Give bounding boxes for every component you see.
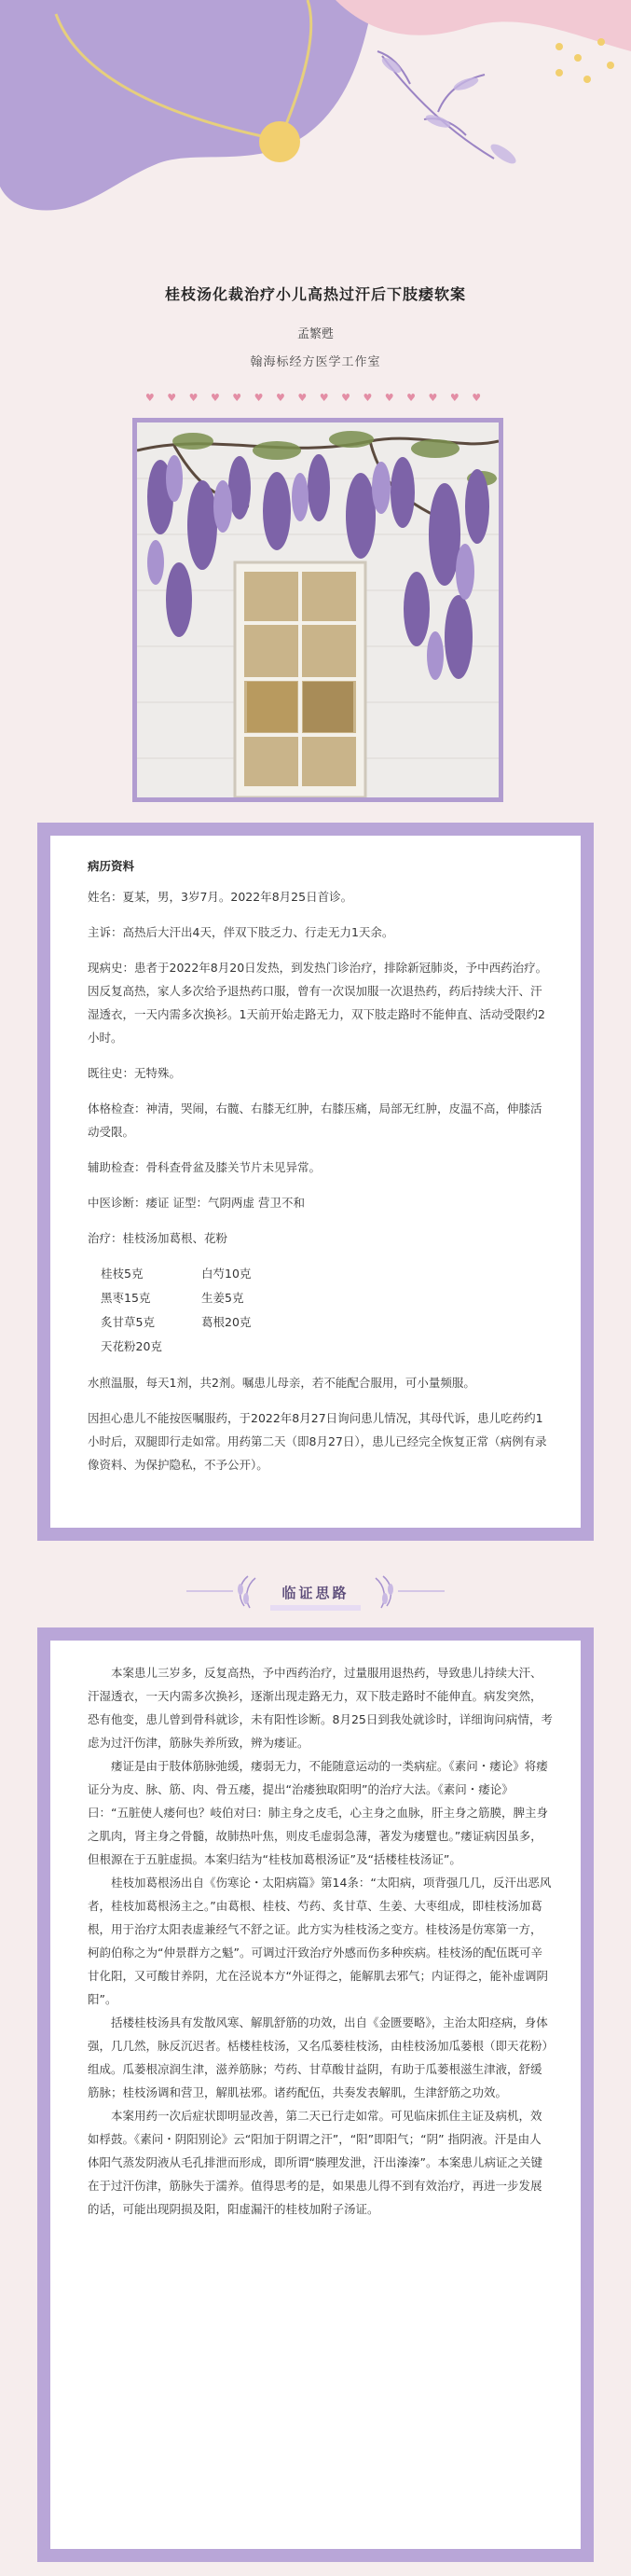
reasoning-paragraph: 痿证是由于肢体筋脉弛缓，痿弱无力，不能随意运动的一类病症。《素问・痿论》将痿证分为皮、脉、筋、肉、骨五痿，提出“治痿独取阳明”的治疗大法。《素问・痿论》曰：“五脏使人痿何也？岐伯对曰：肺主身之皮毛，心主身之血脉，肝主身之筋膜，脾主身之肌肉，肾主身之骨髓，故肺热叶焦，则皮毛虚弱急薄，著发为痿躄也。”痿证病因虽多，但根源在于五脏虚损。本案归结为“桂枝加葛根汤证”及“括楼桂枝汤证”。 [88, 1759, 548, 1866]
organization-name: 翰海标经方医学工作室 [250, 355, 381, 369]
reasoning-paragraph: 括楼桂枝汤具有发散风寒、解肌舒筋的功效，出自《金匮要略》，主治太阳痉病，身体强，几几然，脉反沉迟者。栝楼桂枝汤，又名瓜蒌桂枝汤，由桂枝汤加瓜蒌根（即天花粉）组成。瓜蒌根凉润生津，滋养筋脉；芍药、甘草酸甘益阴，有助于瓜蒌根滋生津液，舒缓筋脉；桂枝汤调和营卫，解肌祛邪。诸药配伍，共奏发表解肌，生津舒筋之功效。 [88, 2015, 548, 2099]
past-history: 既往史：无特殊。 [88, 1066, 182, 1080]
tcm-diagnosis: 中医诊断：痿证 证型：气阴两虚 营卫不和 [88, 1196, 305, 1210]
auxiliary-exam: 辅助检查：骨科查骨盆及膝关节片未见异常。 [88, 1160, 322, 1174]
follow-up: 因担心患儿不能按医嘱服药，于2022年8月27日询问患儿情况，其母代诉，患儿吃药约1小时后，双腿即行走如常。用药第二天（即8月27日），患儿已经完全恢复正常（病例有录像资料、为保护隐私，不予公开）。 [88, 1411, 547, 1472]
herb-row [88, 1310, 553, 1335]
wisteria-window-photo [132, 418, 503, 802]
herb-list [88, 1262, 553, 1359]
dosage-instructions: 水煎温服，每天1剂，共2剂。嘱患儿母亲，若不能配合服用，可小量频服。 [88, 1376, 475, 1390]
clinical-reasoning-box [37, 1627, 594, 2562]
herb-item: 生姜5克 [201, 1291, 244, 1305]
present-illness: 现病史：患者于2022年8月20日发热，到发热门诊治疗，排除新冠肺炎，予中西药治疗。因反复高热，家人多次给予退热药口服，曾有一次误加服一次退热药，药后持续大汗、汗湿透衣，一天内需多次换衫。1天前开始走路无力，双下肢走路时不能伸直、活动受限约2小时。 [88, 961, 548, 1045]
reasoning-paragraph: 桂枝加葛根汤出自《伤寒论・太阳病篇》第14条：“太阳病，项背强几几，反汗出恶风者，桂枝加葛根汤主之。”由葛根、桂枝、芍药、炙甘草、生姜、大枣组成，即桂枝汤加葛根，用于治疗太阳表虚兼经气不舒之证。此方实为桂枝汤之变方。桂枝汤是仿寒第一方，柯韵伯称之为“仲景群方之魁”。可调过汗致治疗外感而伤多种疾病。桂枝汤的配伍既可辛甘化阳，又可酸甘养阴，尤在泾说本方“外证得之，能解肌去邪气；内证得之，能补虚调阴阳”。 [88, 1876, 552, 2006]
treatment: 治疗：桂枝汤加葛根、花粉 [88, 1231, 228, 1245]
case-record-box [37, 823, 594, 1541]
case-heading: 病历资料 [88, 859, 135, 873]
herb-item: 天花粉20克 [101, 1339, 162, 1353]
patient-info: 姓名：夏某，男，3岁7月。2022年8月25日首诊。 [88, 890, 353, 904]
herb-item: 炙甘草5克 [101, 1315, 155, 1329]
physical-exam: 体格检查：神清，哭闹，右髋、右膝无红肿，右膝压痛，局部无红肿，皮温不高，伸膝活动受限。 [88, 1101, 542, 1139]
herb-row [88, 1262, 553, 1286]
herb-item: 黑枣15克 [101, 1291, 151, 1305]
herb-item: 白芍10克 [201, 1267, 252, 1281]
herb-item [188, 1335, 289, 1359]
herb-item: 葛根20克 [201, 1315, 252, 1329]
heart-divider: ♥ ♥ ♥ ♥ ♥ ♥ ♥ ♥ ♥ ♥ ♥ ♥ ♥ ♥ ♥ ♥ [144, 392, 487, 404]
section-title: 临证思路 [281, 1585, 350, 1601]
article-title: 桂枝汤化裁治疗小儿高热过汗后下肢痿软案 [164, 285, 466, 303]
header-decoration [0, 0, 631, 224]
wisteria-illustration [137, 422, 499, 797]
herb-row [88, 1335, 553, 1359]
herb-item: 桂枝5克 [101, 1267, 144, 1281]
author-name: 孟繁甦 [296, 327, 334, 341]
herb-row [88, 1286, 553, 1310]
reasoning-paragraph: 本案用药一次后症状即明显改善，第二天已行走如常。可见临床抓住主证及病机，效如桴鼓。《素问・阴阳别论》云“阳加于阴谓之汗”，“阳”即阳气；“阴” 指阴液。汗是由人体阳气蒸发阴液从毛孔排泄而形成，即所谓“腠理发泄，汗出溱溱”。本案患儿病证之关键在于过汗伤津，筋脉失于濡养。值得思考的是，如果患儿得不到有效治疗，再进一步发展的话，可能出现阴损及阳，阳虚漏汗的桂枝加附子汤证。 [88, 2109, 542, 2216]
chief-complaint: 主诉：高热后大汗出4天，伴双下肢乏力、行走无力1天余。 [88, 925, 394, 939]
reasoning-paragraph: 本案患儿三岁多，反复高热，予中西药治疗，过量服用退热药，导致患儿持续大汗、汗湿透衣，一天内需多次换衫，逐渐出现走路无力，双下肢走路时不能伸直。病发突然，恐有他变，患儿曾到骨科就诊，未有阳性诊断。8月25日到我处就诊时，详细询问病情，考虑为过汗伤津，筋脉失养所致，辨为痿证。 [88, 1666, 553, 1750]
